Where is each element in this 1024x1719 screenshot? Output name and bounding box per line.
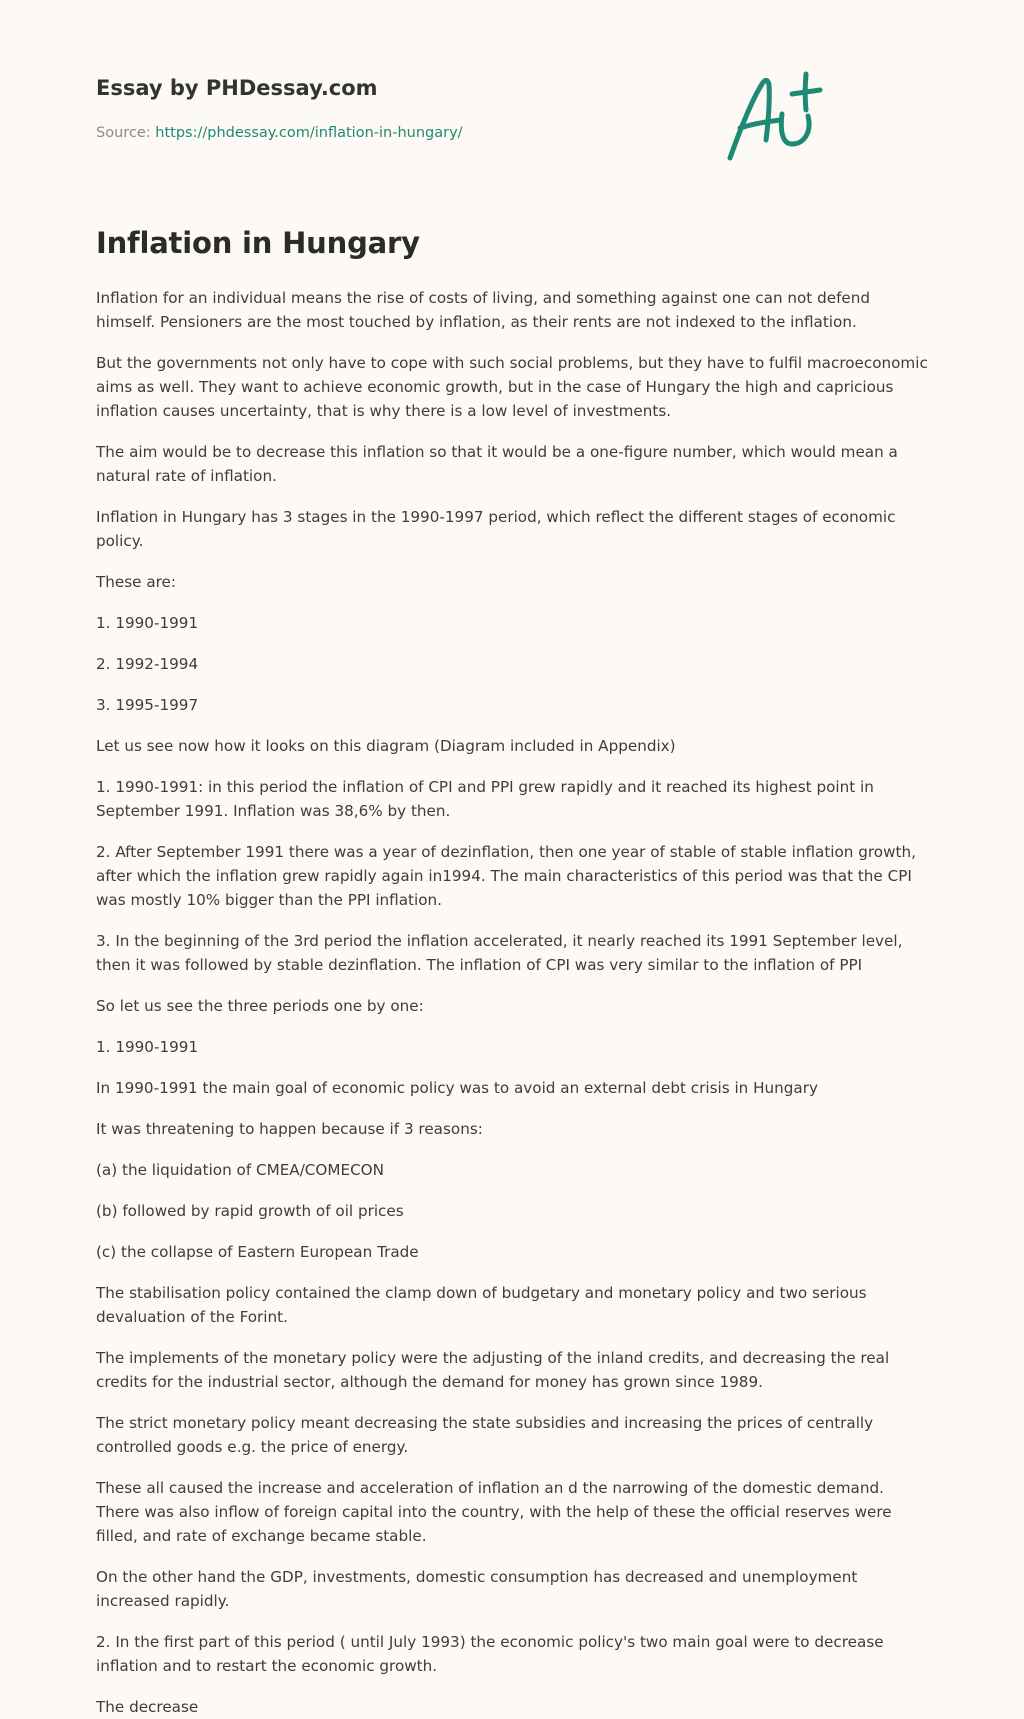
a-plus-logo-icon: [722, 70, 828, 166]
list-item: 1. 1990-1991: [96, 1038, 199, 1056]
paragraph: The stabilisation policy contained the clamp down of budgetary and monetary policy and two serious devaluation of the Forint.: [96, 1284, 867, 1326]
paragraph: But the governments not only have to cope with such social problems, but they have to fulfil macroeconomic aims as well. They want to achieve economic growth, but in the case of Hungary the high and capricious inflation causes uncertainty, that is why there is a low level of investments.: [96, 354, 928, 420]
paragraph: The aim would be to decrease this inflation so that it would be a one-figure number, which would mean a natural rate of inflation.: [96, 443, 898, 485]
paragraph: In 1990-1991 the main goal of economic policy was to avoid an external debt crisis in Hungary: [96, 1079, 818, 1097]
paragraph: Let us see now how it looks on this diagram (Diagram included in Appendix): [96, 737, 676, 755]
paragraph: Inflation for an individual means the rise of costs of living, and something against one can not defend himself. Pensioners are the most touched by inflation, as their rents are not indexed to the inflation.: [96, 289, 871, 331]
list-item: (a) the liquidation of CMEA/COMECON: [96, 1161, 384, 1179]
paragraph: It was threatening to happen because if 3 reasons:: [96, 1120, 483, 1138]
essay-body: [96, 286, 928, 1719]
paragraph: The implements of the monetary policy were the adjusting of the inland credits, and decreasing the real credits for the industrial sector, although the demand for money has grown since 1989.: [96, 1349, 890, 1391]
paragraph: On the other hand the GDP, investments, domestic consumption has decreased and unemployment increased rapidly.: [96, 1568, 858, 1610]
paragraph: The strict monetary policy meant decreasing the state subsidies and increasing the prices of centrally controlled goods e.g. the price of energy.: [96, 1414, 874, 1456]
essay-title: Inflation in Hungary: [96, 226, 420, 260]
list-item: 3. 1995-1997: [96, 696, 199, 714]
paragraph: 2. After September 1991 there was a year of dezinflation, then one year of stable of stable inflation growth, after which the inflation grew rapidly again in1994. The main characteristics of this period was that the CPI was mostly 10% bigger than the PPI inflation.: [96, 843, 916, 909]
list-item: (c) the collapse of Eastern European Trade: [96, 1243, 419, 1261]
paragraph: 1. 1990-1991: in this period the inflation of CPI and PPI grew rapidly and it reached its highest point in September 1991. Inflation was 38,6% by then.: [96, 778, 874, 820]
paragraph: So let us see the three periods one by one:: [96, 997, 424, 1015]
site-title: Essay by PHDessay.com: [96, 76, 378, 100]
list-item: 2. 1992-1994: [96, 655, 199, 673]
paragraph: Inflation in Hungary has 3 stages in the 1990-1997 period, which reflect the different stages of economic policy.: [96, 508, 896, 550]
source-line: [96, 125, 463, 141]
list-item: (b) followed by rapid growth of oil prices: [96, 1202, 404, 1220]
list-item: 1. 1990-1991: [96, 614, 199, 632]
paragraph: 3. In the beginning of the 3rd period the inflation accelerated, it nearly reached its 1991 September level, then it was followed by stable dezinflation. The inflation of CPI was very similar to the inflation of PPI: [96, 932, 903, 974]
paragraph: 2. In the first part of this period ( until July 1993) the economic policy's two main goal were to decrease inflation and to restart the economic growth.: [96, 1633, 884, 1675]
source-link[interactable]: https://phdessay.com/inflation-in-hungary/: [155, 125, 463, 141]
paragraph: These all caused the increase and acceleration of inflation an d the narrowing of the domestic demand. There was also inflow of foreign capital into the country, with the help of these the official reserves were filled, and rate of exchange became stable.: [96, 1479, 892, 1545]
source-label: Source:: [96, 125, 151, 141]
paragraph: These are:: [96, 573, 177, 591]
paragraph: The decrease: [96, 1698, 199, 1716]
document-header: [96, 0, 928, 200]
